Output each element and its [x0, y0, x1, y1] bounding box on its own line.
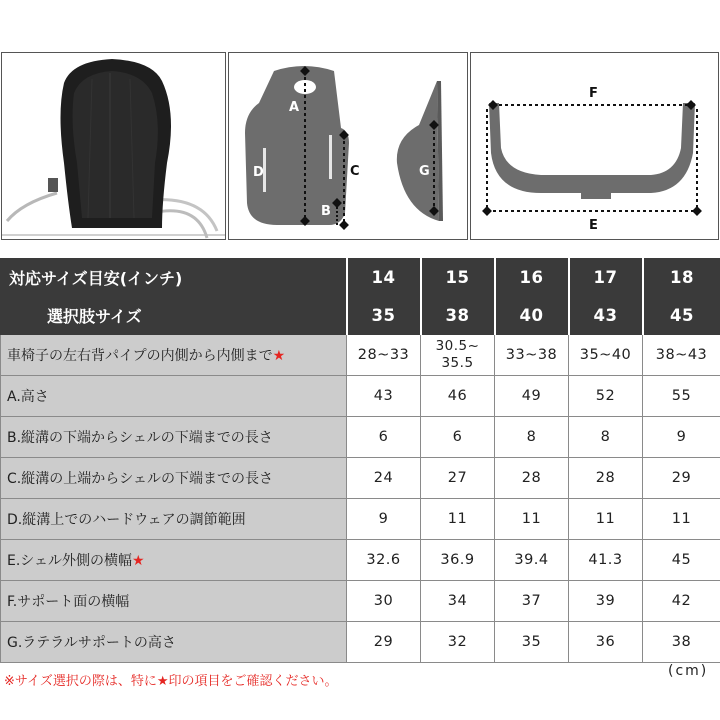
- table-cell: 45: [643, 540, 720, 581]
- header-label-inch: 対応サイズ目安(インチ): [1, 259, 347, 296]
- figure-area: [0, 52, 720, 242]
- header-label-option: 選択肢サイズ: [1, 296, 347, 335]
- table-row: [1, 499, 720, 540]
- table-cell: 43: [347, 376, 421, 417]
- header-size: 18: [643, 259, 720, 296]
- table-cell: 37: [495, 581, 569, 622]
- label-f: F: [589, 86, 598, 101]
- table-cell: 24: [347, 458, 421, 499]
- table-cell: 39.4: [495, 540, 569, 581]
- table-cell: 36.9: [421, 540, 495, 581]
- table-cell: 38: [643, 622, 720, 663]
- shell-top-view-panel: [470, 52, 719, 240]
- header-row-option: [1, 296, 720, 335]
- table-cell: 8: [495, 417, 569, 458]
- row-label: [1, 458, 347, 499]
- header-size: 16: [495, 259, 569, 296]
- header-size: 17: [569, 259, 643, 296]
- table-cell: 49: [495, 376, 569, 417]
- table-row: [1, 540, 720, 581]
- table-row: [1, 622, 720, 663]
- table-cell: 32.6: [347, 540, 421, 581]
- row-label: [1, 540, 347, 581]
- label-g: G: [419, 164, 430, 179]
- row-label-text: F.サポート面の横幅: [7, 594, 130, 610]
- backrest-photo: [2, 53, 226, 240]
- row-label-text: D.縦溝上でのハードウェアの調節範囲: [7, 512, 246, 528]
- backrest-photo-panel: [1, 52, 226, 240]
- size-table: [0, 258, 720, 663]
- header-row-inch: [1, 259, 720, 296]
- row-label: [1, 581, 347, 622]
- table-cell: 55: [643, 376, 720, 417]
- header-option: 45: [643, 296, 720, 335]
- row-label-text: G.ラテラルサポートの高さ: [7, 635, 176, 651]
- table-cell: 35: [495, 622, 569, 663]
- table-cell: 35~40: [569, 335, 643, 376]
- table-cell: 6: [421, 417, 495, 458]
- table-row: [1, 335, 720, 376]
- table-cell: 30: [347, 581, 421, 622]
- table-cell: 34: [421, 581, 495, 622]
- row-label: [1, 376, 347, 417]
- table-cell: [421, 335, 495, 376]
- table-cell: 32: [421, 622, 495, 663]
- table-row: [1, 376, 720, 417]
- size-selection-note: ※サイズ選択の際は、特に★印の項目をご確認ください。: [4, 674, 338, 689]
- table-cell: 46: [421, 376, 495, 417]
- header-size: 15: [421, 259, 495, 296]
- shell-front-side-diagram: [229, 53, 468, 240]
- row-label-text: A.高さ: [7, 389, 49, 405]
- row-label-text: 車椅子の左右背パイプの内側から内側まで: [7, 348, 273, 364]
- table-cell: 28: [495, 458, 569, 499]
- table-cell: 28: [569, 458, 643, 499]
- row-label: [1, 499, 347, 540]
- table-cell: 38~43: [643, 335, 720, 376]
- shell-diagram-panel: [228, 52, 468, 240]
- row-label: [1, 335, 347, 376]
- table-cell: 11: [495, 499, 569, 540]
- table-row: [1, 581, 720, 622]
- star-icon: ★: [272, 348, 286, 364]
- table-cell: 9: [643, 417, 720, 458]
- table-cell-line: 35.5: [441, 355, 474, 371]
- label-a: A: [289, 100, 300, 115]
- table-cell: 29: [643, 458, 720, 499]
- table-cell-line: 30.5~: [435, 338, 480, 354]
- table-row: [1, 458, 720, 499]
- table-cell: 29: [347, 622, 421, 663]
- table-cell: 9: [347, 499, 421, 540]
- table-cell: 41.3: [569, 540, 643, 581]
- unit-label: (cm): [668, 663, 709, 679]
- table-cell: 6: [347, 417, 421, 458]
- table-cell: 11: [569, 499, 643, 540]
- row-label-text: E.シェル外側の横幅: [7, 553, 133, 569]
- table-cell: 11: [421, 499, 495, 540]
- row-label: [1, 622, 347, 663]
- table-cell: 33~38: [495, 335, 569, 376]
- table-cell: 42: [643, 581, 720, 622]
- star-icon: ★: [132, 553, 145, 569]
- label-d: D: [253, 165, 264, 180]
- header-option: 43: [569, 296, 643, 335]
- header-option: 35: [347, 296, 421, 335]
- row-label-text: C.縦溝の上端からシェルの下端までの長さ: [7, 471, 273, 487]
- header-option: 40: [495, 296, 569, 335]
- shell-top-view-diagram: [471, 53, 719, 240]
- table-cell: 36: [569, 622, 643, 663]
- label-c: C: [350, 164, 360, 179]
- table-row: [1, 417, 720, 458]
- label-b: B: [321, 204, 331, 219]
- table-cell: 52: [569, 376, 643, 417]
- header-option: 38: [421, 296, 495, 335]
- label-e: E: [589, 218, 598, 233]
- table-cell: 27: [421, 458, 495, 499]
- header-size: 14: [347, 259, 421, 296]
- table-cell: 11: [643, 499, 720, 540]
- table-cell: 28~33: [347, 335, 421, 376]
- row-label-text: B.縦溝の下端からシェルの下端までの長さ: [7, 430, 273, 446]
- table-cell: 39: [569, 581, 643, 622]
- table-cell: 8: [569, 417, 643, 458]
- row-label: [1, 417, 347, 458]
